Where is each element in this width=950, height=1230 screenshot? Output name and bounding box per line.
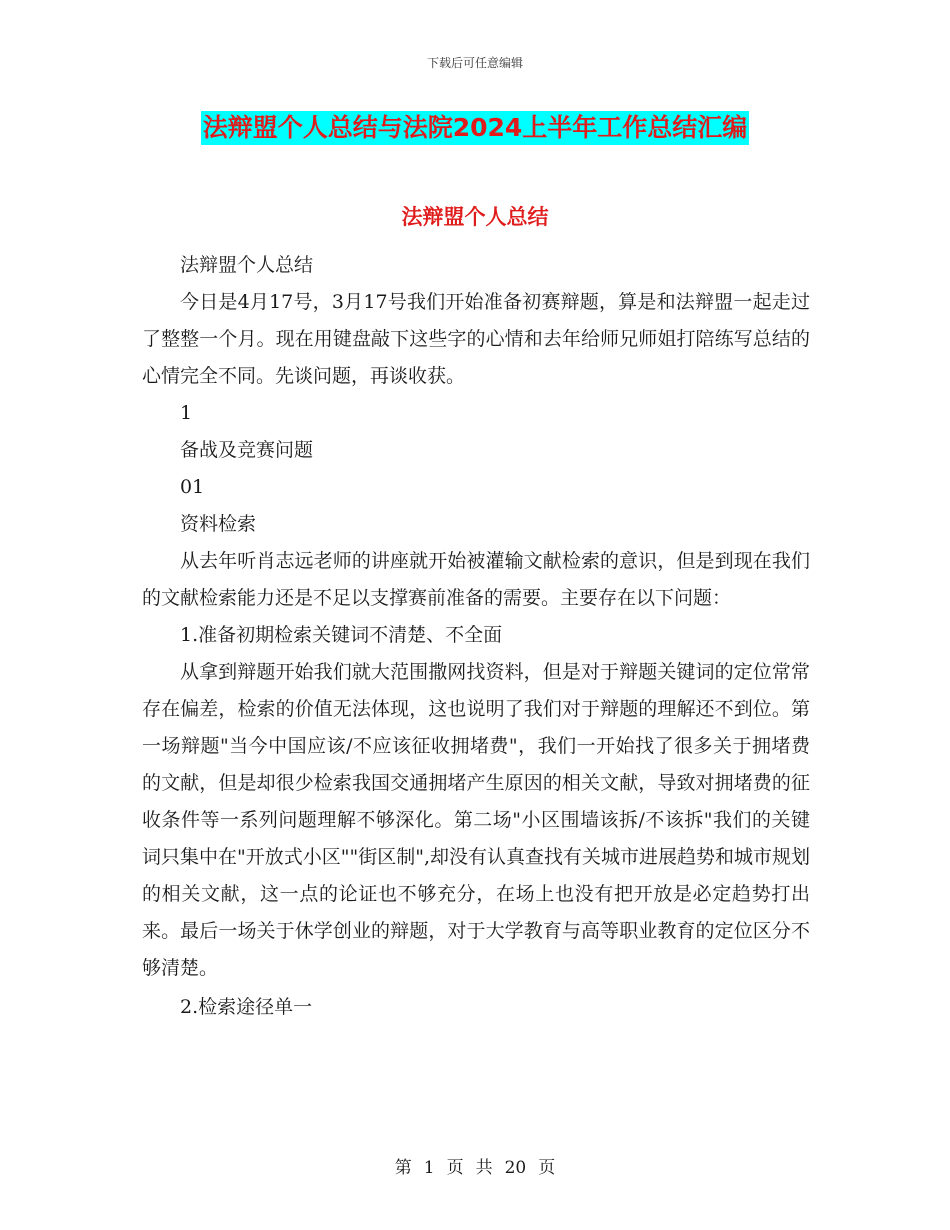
paragraph: 1.准备初期检索关键词不清楚、不全面 [180,624,503,646]
footer-suffix: 页 [538,1158,556,1178]
page-current: 1 [423,1158,435,1178]
paragraph: 资料检索 [180,513,257,535]
main-title: 法辩盟个人总结与法院2024上半年工作总结汇编 [201,111,750,145]
footer-total-prefix: 共 [475,1158,493,1178]
page-total: 20 [504,1158,527,1178]
page-footer [0,1153,950,1178]
paragraph: 备战及竞赛问题 [180,439,314,461]
footer-mid: 页 [446,1158,464,1178]
paragraph: 从拿到辩题开始我们就大范围撒网找资料，但是对于辩题关键词的定位常常存在偏差，检索的价值无法体现，这也说明了我们对于辩题的理解还不到位。第一场辩题"当今中国应该/不应该征收拥堵费"，我们一开始找了很多关于拥堵费的文献，但是却很少检索我国交通拥堵产生原因的相关文献，导致对拥堵费的征收条件等一系列问题理解不够深化。第二场"小区围墙该拆/不该拆"我们的关键词只集中在"开放式小区""街区制",却没有认真查找有关城市进展趋势和城市规划的相关文献，这一点的论证也不够充分，在场上也没有把开放是必定趋势打出来。最后一场关于休学创业的辩题，对于大学教育与高等职业教育的定位区分不够清楚。 [142,661,810,979]
header-note: 下载后可任意编辑 [426,56,523,70]
paragraph: 1 [180,402,193,424]
paragraph: 2.检索途径单一 [180,996,313,1018]
paragraph: 01 [180,476,205,498]
section-title: 法辩盟个人总结 [401,205,549,229]
paragraph: 法辩盟个人总结 [180,254,314,276]
paragraph: 从去年听肖志远老师的讲座就开始被灌输文献检索的意识，但是到现在我们的文献检索能力还是不足以支撑赛前准备的需要。主要存在以下问题： [142,550,810,609]
paragraph: 今日是4月17号，3月17号我们开始准备初赛辩题，算是和法辩盟一起走过了整整一个月。现在用键盘敲下这些字的心情和去年给师兄师姐打陪练写总结的心情完全不同。先谈问题，再谈收获。 [142,291,810,387]
main-title-container [0,111,950,145]
body-text [142,247,810,1026]
footer-prefix: 第 [394,1158,412,1178]
